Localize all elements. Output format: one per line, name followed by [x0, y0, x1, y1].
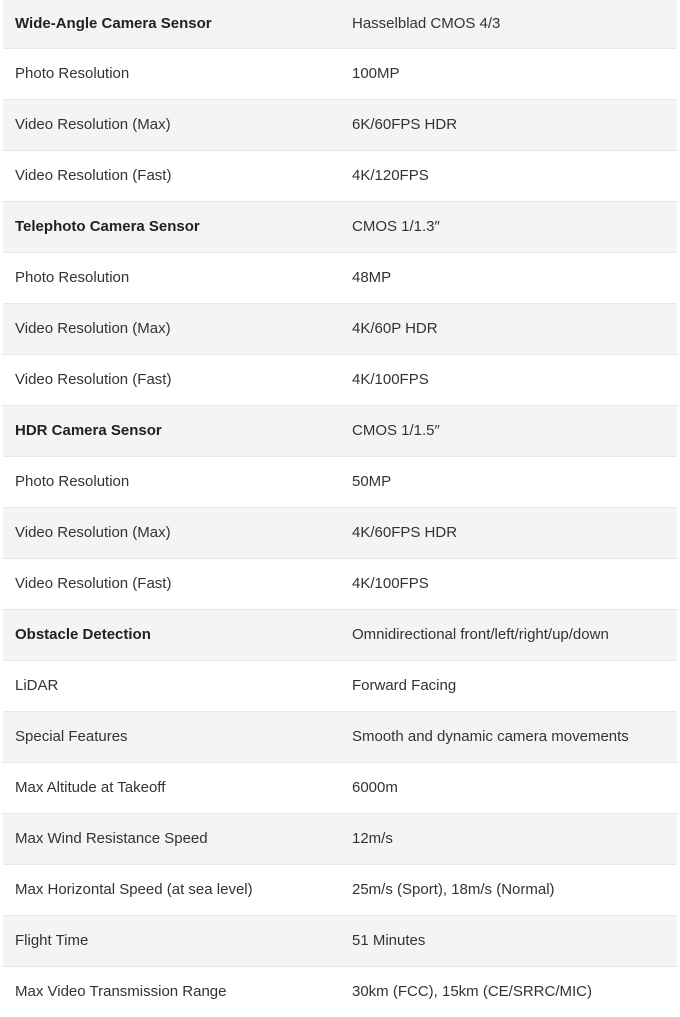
table-row	[3, 712, 677, 763]
spec-label: Max Altitude at Takeoff	[3, 763, 340, 814]
spec-value: 4K/60P HDR	[340, 304, 677, 355]
table-row	[3, 661, 677, 712]
table-row	[3, 253, 677, 304]
spec-value: CMOS 1/1.3″	[340, 202, 677, 253]
spec-label: Photo Resolution	[3, 457, 340, 508]
spec-label: Video Resolution (Max)	[3, 508, 340, 559]
spec-label: Video Resolution (Fast)	[3, 151, 340, 202]
spec-table	[3, 0, 677, 1017]
spec-value: Hasselblad CMOS 4/3	[340, 0, 677, 49]
spec-label: Telephoto Camera Sensor	[3, 202, 340, 253]
section-heading-row	[3, 610, 677, 661]
spec-label: Max Video Transmission Range	[3, 967, 340, 1017]
spec-value: 50MP	[340, 457, 677, 508]
table-row	[3, 559, 677, 610]
spec-value: 4K/120FPS	[340, 151, 677, 202]
spec-label: HDR Camera Sensor	[3, 406, 340, 457]
spec-label: Photo Resolution	[3, 49, 340, 100]
table-row	[3, 865, 677, 916]
table-row	[3, 49, 677, 100]
table-row	[3, 304, 677, 355]
table-row	[3, 814, 677, 865]
spec-value: 4K/100FPS	[340, 355, 677, 406]
spec-value: 6K/60FPS HDR	[340, 100, 677, 151]
spec-value: 4K/60FPS HDR	[340, 508, 677, 559]
spec-label: Video Resolution (Max)	[3, 100, 340, 151]
spec-label: Video Resolution (Max)	[3, 304, 340, 355]
section-heading-row	[3, 0, 677, 49]
spec-value: 100MP	[340, 49, 677, 100]
table-row	[3, 100, 677, 151]
spec-label: Photo Resolution	[3, 253, 340, 304]
table-row	[3, 355, 677, 406]
table-row	[3, 763, 677, 814]
spec-label: Video Resolution (Fast)	[3, 559, 340, 610]
spec-label: Wide-Angle Camera Sensor	[3, 0, 340, 49]
table-row	[3, 916, 677, 967]
spec-label: Obstacle Detection	[3, 610, 340, 661]
spec-label: Special Features	[3, 712, 340, 763]
spec-label: Flight Time	[3, 916, 340, 967]
spec-table-body	[3, 0, 677, 1017]
spec-value: Omnidirectional front/left/right/up/down	[340, 610, 677, 661]
spec-value: Forward Facing	[340, 661, 677, 712]
section-heading-row	[3, 406, 677, 457]
spec-value: 4K/100FPS	[340, 559, 677, 610]
spec-label: Video Resolution (Fast)	[3, 355, 340, 406]
table-row	[3, 151, 677, 202]
section-heading-row	[3, 202, 677, 253]
table-row	[3, 457, 677, 508]
spec-label: Max Wind Resistance Speed	[3, 814, 340, 865]
table-row	[3, 508, 677, 559]
spec-value: CMOS 1/1.5″	[340, 406, 677, 457]
spec-value: 51 Minutes	[340, 916, 677, 967]
spec-label: LiDAR	[3, 661, 340, 712]
spec-value: 48MP	[340, 253, 677, 304]
spec-value: 25m/s (Sport), 18m/s (Normal)	[340, 865, 677, 916]
spec-value: 6000m	[340, 763, 677, 814]
table-row	[3, 967, 677, 1017]
spec-label: Max Horizontal Speed (at sea level)	[3, 865, 340, 916]
spec-value: 30km (FCC), 15km (CE/SRRC/MIC)	[340, 967, 677, 1017]
spec-value: Smooth and dynamic camera movements	[340, 712, 677, 763]
spec-value: 12m/s	[340, 814, 677, 865]
